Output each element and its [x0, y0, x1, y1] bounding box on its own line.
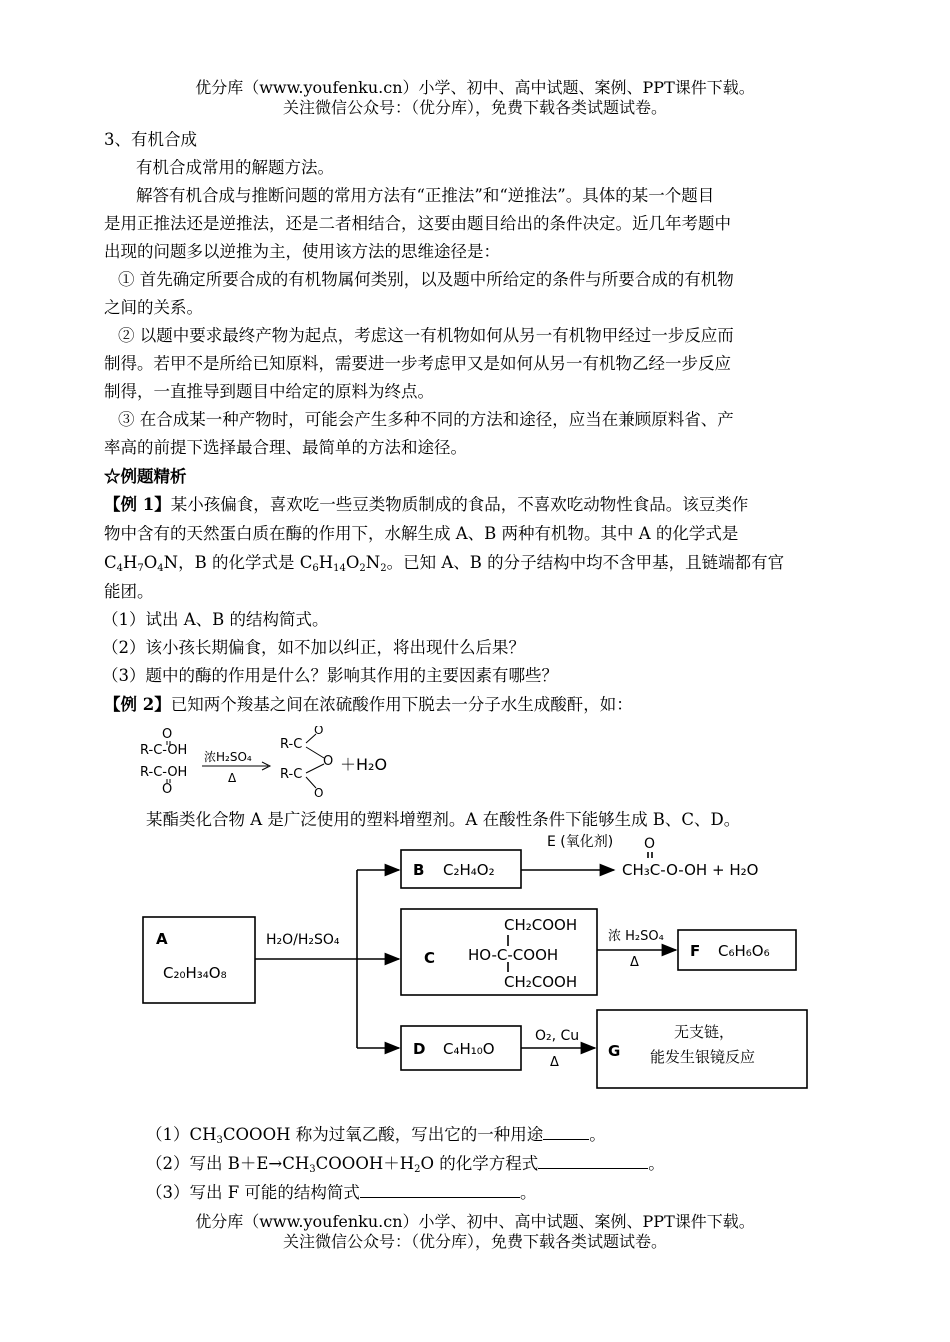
formula-a: C₂₀H₃₄O₈	[163, 964, 227, 982]
product-2: R-C	[280, 767, 303, 782]
step-3-line-1: ③ 在合成某一种产物时，可能会产生多种不同的方法和途径，应当在兼顾原料省、产	[118, 410, 734, 429]
header-line-1: 优分库（www.youfenku.cn）小学、初中、高中试题、案例、PPT课件下载。	[195, 78, 755, 97]
reaction-o-top: O	[162, 727, 173, 742]
reaction-condition-bottom: Δ	[228, 771, 237, 785]
footer-line-2: 关注微信公众号：（优分库），免费下载各类试题试卷。	[282, 1232, 667, 1251]
reaction-o-bottom: O	[162, 782, 173, 797]
label-a: A	[156, 930, 168, 948]
header-line-2: 关注微信公众号：（优分库），免费下载各类试题试卷。	[282, 98, 667, 117]
section-intro: 有机合成常用的解题方法。	[136, 158, 334, 177]
anhydride-reaction-scheme	[140, 726, 400, 798]
para-1-line-3: 出现的问题多以逆推为主，使用该方法的思维途径是：	[104, 242, 500, 261]
step-1-line-2: 之间的关系。	[104, 298, 203, 317]
condition-d-to-g-bottom: Δ	[550, 1055, 559, 1070]
footer-line-1: 优分库（www.youfenku.cn）小学、初中、高中试题、案例、PPT课件下载。	[195, 1212, 755, 1231]
condition-d-to-g-top: O₂, Cu	[535, 1028, 580, 1044]
formula-f: C₆H₆O₆	[718, 942, 770, 960]
formula-d: C₄H₁₀O	[443, 1040, 495, 1058]
reactant-2: R-C-OH	[140, 765, 188, 780]
svg-text:O: O	[314, 786, 324, 798]
answer-blank-2[interactable]	[538, 1153, 648, 1169]
answer-blank-1[interactable]	[543, 1124, 589, 1140]
para-1-line-2: 是用正推法还是逆推法，还是二者相结合，这要由题目给出的条件决定。近几年考题中	[104, 214, 731, 233]
g-description-line-1: 无支链，	[674, 1023, 735, 1041]
c-structure-line-3: CH₂COOH	[504, 973, 578, 991]
answer-blank-3[interactable]	[360, 1182, 520, 1198]
peracid-product: CH₃C-O-OH + H₂O	[622, 861, 759, 879]
peracid-carbonyl-o: O	[644, 836, 656, 852]
ring-oxygen: O	[323, 754, 334, 769]
para-1-line-1: 解答有机合成与推断问题的常用方法有“正推法”和“逆推法”。具体的某一个题目	[136, 186, 715, 205]
section-title: 3、有机合成	[104, 130, 197, 149]
step-1-line-1: ① 首先确定所要合成的有机物属何类别，以及题中所给定的条件与所要合成的有机物	[118, 270, 734, 289]
condition-acid-hydrolysis: H₂O/H₂SO₄	[266, 932, 340, 948]
condition-c-to-f-bottom: Δ	[630, 955, 639, 970]
step-2-line-3: 制得，一直推导到题目中给定的原料为终点。	[104, 382, 434, 401]
c-structure-line-1: CH₂COOH	[504, 916, 578, 934]
svg-text:O: O	[314, 726, 324, 737]
g-description-line-2: 能发生银镜反应	[650, 1048, 756, 1066]
condition-e-oxidant: E (氧化剂)	[547, 834, 614, 850]
reaction-condition-top: 浓H₂SO₄	[204, 750, 252, 764]
reactant-1: R-C-OH	[140, 743, 188, 758]
example-1-tag: 【例 1】	[104, 495, 171, 514]
example-2-question-1: $(1)CH_3COOOH$ 称为过氧乙酸，写出它的一种用途 。	[146, 1125, 606, 1146]
example-1-question-3: （3）题中的酶的作用是什么？影响其作用的主要因素有哪些？	[102, 666, 558, 685]
label-f: F	[690, 942, 701, 960]
label-g: G	[608, 1042, 621, 1060]
reaction-flow-diagram	[0, 830, 950, 1100]
example-2-question-2: （2）写出 $B+E\to CH_3COOOH+H_2O$ 的化学方程式 。	[146, 1154, 665, 1175]
product-1: R-C	[280, 737, 303, 752]
example-1-line-2: 物中含有的天然蛋白质在酶的作用下，水解生成 A、B 两种有机物。其中 A 的化学式是	[104, 524, 739, 543]
example-2-question-3: （3）写出 F 可能的结构简式 。	[146, 1183, 537, 1202]
formula-b: C₂H₄O₂	[443, 861, 495, 879]
example-1-question-2: （2）该小孩长期偏食，如不加以纠正，将出现什么后果？	[102, 638, 525, 657]
example-1-line-1: 【例 1】某小孩偏食，喜欢吃一些豆类物质制成的食品，不喜欢吃动物性食品。该豆类作	[104, 495, 749, 514]
c-structure-line-2: HO-C-COOH	[468, 946, 559, 964]
example-2-tag: 【例 2】	[104, 695, 171, 714]
condition-c-to-f-top: 浓 H₂SO₄	[608, 929, 664, 944]
step-2-line-2: 制得。若甲不是所给已知原料，需要进一步考虑甲又是如何从另一有机物乙经一步反应	[104, 354, 731, 373]
plus-water: ＋H₂O	[340, 755, 388, 774]
example-1-line-4: 能团。	[104, 582, 154, 601]
step-2-line-1: ② 以题中要求最终产物为起点，考虑这一有机物如何从另一有机物甲经过一步反应而	[118, 326, 734, 345]
example-1-line-3: $C_4H_7O_4N$，B 的化学式是 $C_6H_{14}O_2N_2$。已知 A、B 的分子结构中均不含甲基，且链端都有官	[104, 553, 785, 574]
example-2-line-1: 【例 2】已知两个羧基之间在浓硫酸作用下脱去一分子水生成酸酐，如：	[104, 695, 633, 714]
example-2-line-2: 某酯类化合物 A 是广泛使用的塑料增塑剂。A 在酸性条件下能够生成 B、C、D。	[146, 810, 741, 829]
example-1-question-1: （1）试出 A、B 的结构简式。	[102, 610, 329, 629]
step-3-line-2: 率高的前提下选择最合理、最简单的方法和途径。	[104, 438, 467, 457]
label-c: C	[424, 949, 436, 967]
label-d: D	[413, 1040, 426, 1058]
examples-heading: ☆例题精析	[104, 467, 187, 486]
label-b: B	[413, 861, 425, 879]
